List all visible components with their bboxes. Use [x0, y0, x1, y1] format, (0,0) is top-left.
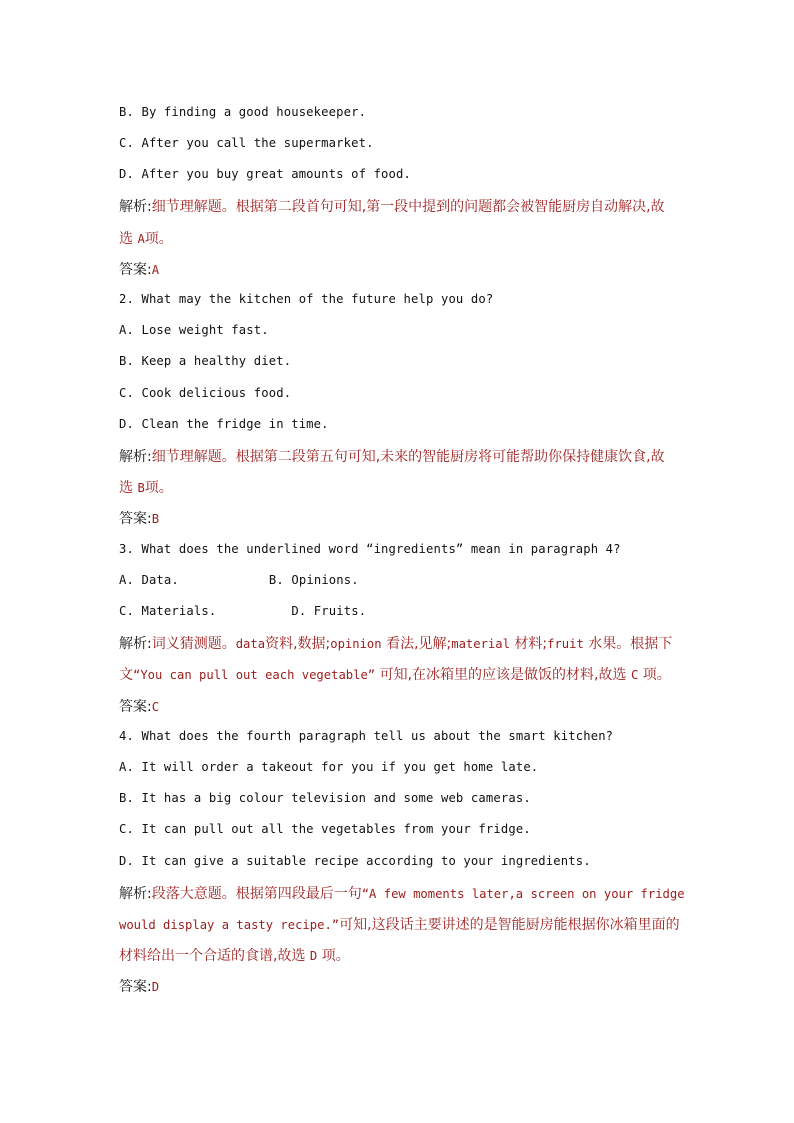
- answer-value: C: [151, 700, 160, 714]
- analysis-segment: 项。: [638, 667, 671, 683]
- answer-value: D: [151, 980, 160, 994]
- answer-label: 答案:: [119, 699, 152, 715]
- q1-option-b: B. By finding a good housekeeper.: [119, 105, 367, 119]
- analysis-text: 项。: [144, 480, 173, 496]
- analysis-segment: 可知,在冰箱里的应该是做饭的材料,故选: [375, 667, 631, 683]
- q3-options-ab: [119, 573, 359, 587]
- analysis-segment: 文: [119, 667, 133, 683]
- analysis-text: [152, 886, 685, 902]
- analysis-text: 选: [119, 231, 138, 247]
- answer-label: 答案:: [119, 511, 152, 527]
- q2-option-b: B. Keep a healthy diet.: [119, 354, 292, 368]
- analysis-term: opinion: [330, 637, 382, 651]
- q3-option-b: B. Opinions.: [268, 573, 359, 587]
- analysis-text: 细节理解题。根据第二段第五句可知,未来的智能厨房将可能帮助你保持健康饮食,故: [151, 449, 665, 465]
- q1-analysis-line2: [119, 228, 173, 248]
- analysis-label: 解析:: [119, 199, 152, 215]
- q4-option-a: A. It will order a takeout for you if you get home late.: [119, 760, 539, 774]
- analysis-text: 细节理解题。根据第二段首句可知,第一段中提到的问题都会被智能厨房自动解决,故: [151, 199, 665, 215]
- q3-option-d: D. Fruits.: [291, 604, 367, 618]
- analysis-label: 解析:: [119, 636, 152, 652]
- q4-analysis-line3: [119, 945, 350, 965]
- answer-value: A: [151, 263, 160, 277]
- analysis-label: 解析:: [119, 449, 152, 465]
- q4-analysis-line2: [119, 914, 680, 934]
- q2-option-a: A. Lose weight fast.: [119, 323, 269, 337]
- q3-analysis-line1: [119, 633, 672, 653]
- q2-option-d: D. Clean the fridge in time.: [119, 417, 329, 431]
- answer-label: 答案:: [119, 979, 152, 995]
- analysis-text: 项。: [144, 231, 173, 247]
- analysis-label: 解析:: [119, 886, 152, 902]
- analysis-segment: 词义猜测题。: [151, 636, 236, 652]
- analysis-choice: C: [630, 668, 639, 682]
- q4-option-b: B. It has a big colour television and some web cameras.: [119, 791, 531, 805]
- q4-answer: [119, 976, 159, 996]
- q3-option-a: A. Data.: [119, 573, 179, 587]
- analysis-quote: would display a tasty recipe.”: [119, 918, 340, 932]
- analysis-segment: 项。: [317, 948, 350, 964]
- q3-options-cd: [119, 604, 366, 618]
- q4-option-c: C. It can pull out all the vegetables from your fridge.: [119, 822, 531, 836]
- analysis-choice: D: [309, 949, 318, 963]
- q2-answer: [119, 508, 159, 528]
- analysis-choice: B: [137, 481, 145, 495]
- analysis-quote: “A few moments later,a screen on your fridge: [361, 887, 685, 901]
- analysis-term: material: [451, 637, 510, 651]
- analysis-choice: A: [137, 232, 145, 246]
- q3-option-c: C. Materials.: [119, 604, 217, 618]
- q1-option-c: C. After you call the supermarket.: [119, 136, 374, 150]
- q2-option-c: C. Cook delicious food.: [119, 386, 292, 400]
- analysis-segment: 看法,见解;: [381, 636, 452, 652]
- q3-answer: [119, 696, 159, 716]
- q2-question: 2. What may the kitchen of the future help you do?: [119, 292, 494, 306]
- q1-answer: [119, 259, 159, 279]
- analysis-quote: “You can pull out each vegetable”: [133, 668, 376, 682]
- q3-analysis-line2: [119, 664, 671, 684]
- analysis-segment: 材料;: [509, 636, 548, 652]
- analysis-segment: 资料,数据;: [265, 636, 331, 652]
- answer-value: B: [151, 512, 160, 526]
- analysis-segment: 材料给出一个合适的食谱,故选: [119, 948, 310, 964]
- q2-analysis-line1: [119, 446, 665, 466]
- analysis-text: 选: [119, 480, 138, 496]
- q4-analysis-line1: [119, 883, 685, 903]
- analysis-segment: 段落大意题。根据第四段最后一句: [151, 886, 362, 902]
- answer-label: 答案:: [119, 262, 152, 278]
- analysis-term: data: [235, 637, 266, 651]
- q4-question: 4. What does the fourth paragraph tell us about the smart kitchen?: [119, 729, 614, 743]
- analysis-segment: 水果。根据下: [583, 636, 673, 652]
- q4-option-d: D. It can give a suitable recipe according to your ingredients.: [119, 854, 591, 868]
- analysis-term: fruit: [547, 637, 584, 651]
- analysis-text: [152, 636, 673, 652]
- q3-question: 3. What does the underlined word “ingredients” mean in paragraph 4?: [119, 542, 621, 556]
- analysis-segment: 可知,这段话主要讲述的是智能厨房能根据你冰箱里面的: [339, 917, 680, 933]
- q1-option-d: D. After you buy great amounts of food.: [119, 167, 412, 181]
- q2-analysis-line2: [119, 477, 173, 497]
- q1-analysis-line1: [119, 196, 665, 216]
